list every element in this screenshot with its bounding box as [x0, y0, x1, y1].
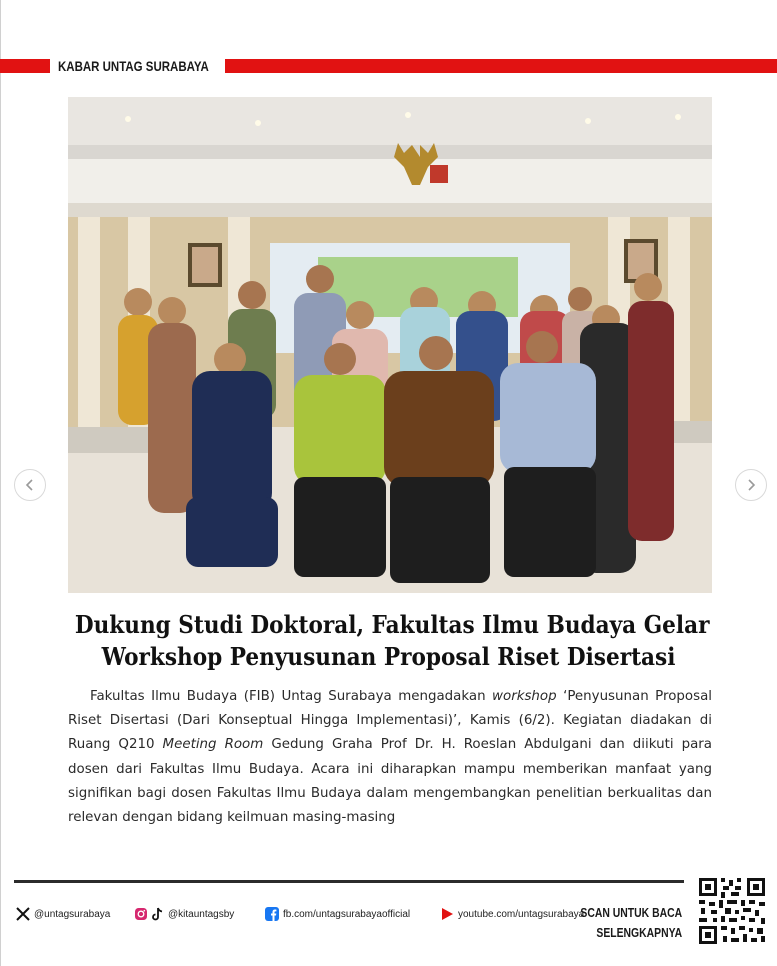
ig-tiktok-handle: @kitauntagsby: [168, 908, 235, 920]
body-italic-term: workshop: [492, 689, 557, 704]
facebook-icon: [265, 907, 279, 921]
group-photo: [68, 97, 712, 593]
headline-line-1: Dukung Studi Doktoral, Fakultas Ilmu Budaya Gelar: [74, 610, 710, 639]
body-text-segment: Fakultas Ilmu Budaya (FIB) Untag Surabaya mengadakan: [90, 689, 493, 704]
body-italic-term: Meeting Room: [162, 737, 264, 753]
article-headline: [40, 609, 737, 673]
carousel-next-button[interactable]: [735, 469, 767, 501]
body-text-segment: ‘Penyusunan Proposal: [556, 689, 712, 704]
social-facebook-link[interactable]: [265, 906, 410, 922]
scan-line-2: SELENGKAPNYA: [596, 925, 682, 940]
qr-code[interactable]: [697, 876, 767, 946]
social-instagram-tiktok-link[interactable]: [134, 906, 234, 922]
body-line-6: relevan dengan bidang keilmuan masing-masing: [68, 810, 396, 826]
footer-divider: [14, 880, 684, 883]
chevron-right-icon: [745, 479, 757, 491]
body-line-3: [68, 733, 712, 757]
headline-line-2: Workshop Penyusunan Proposal Riset Disertasi: [101, 642, 676, 671]
header-accent-right: [225, 59, 777, 73]
article-body: [68, 685, 712, 830]
instagram-icon: [134, 907, 148, 921]
body-line-5: signifikan bagi dosen Fakultas Ilmu Budaya dalam mengembangkan penelitian berkualitas dan: [68, 785, 712, 801]
body-line-2: Riset Disertasi (Dari Konseptual Hingga Implementasi)’, Kamis (6/2). Kegiatan diadakan di: [68, 713, 712, 729]
youtube-play-icon: [440, 907, 454, 921]
group-photo-illustration: [68, 97, 712, 593]
qr-code-icon: [697, 876, 767, 946]
scan-prompt: [555, 903, 682, 943]
header-accent-left: [0, 59, 50, 73]
body-line-4: dosen dari Fakultas Ilmu Budaya. Acara ini diharapkan mampu memberikan manfaat yang: [68, 761, 712, 777]
chevron-left-icon: [24, 479, 36, 491]
x-logo-icon: [16, 907, 30, 921]
body-text-segment: Ruang Q210: [68, 737, 163, 753]
scan-line-1: SCAN UNTUK BACA: [580, 905, 682, 920]
x-handle: @untagsurabaya: [34, 908, 111, 920]
carousel-prev-button[interactable]: [14, 469, 46, 501]
section-title: KABAR UNTAG SURABAYA: [58, 58, 209, 74]
body-text-segment: Gedung Graha Prof Dr. H. Roeslan Abdulgani dan diikuti para: [263, 737, 712, 753]
social-x-link[interactable]: [16, 906, 110, 922]
facebook-url: fb.com/untagsurabayaofficial: [283, 908, 411, 920]
body-line-1: [68, 685, 712, 709]
page-left-border: [0, 0, 1, 966]
tiktok-icon: [152, 907, 164, 921]
youtube-url: youtube.com/untagsurabaya: [458, 908, 585, 920]
